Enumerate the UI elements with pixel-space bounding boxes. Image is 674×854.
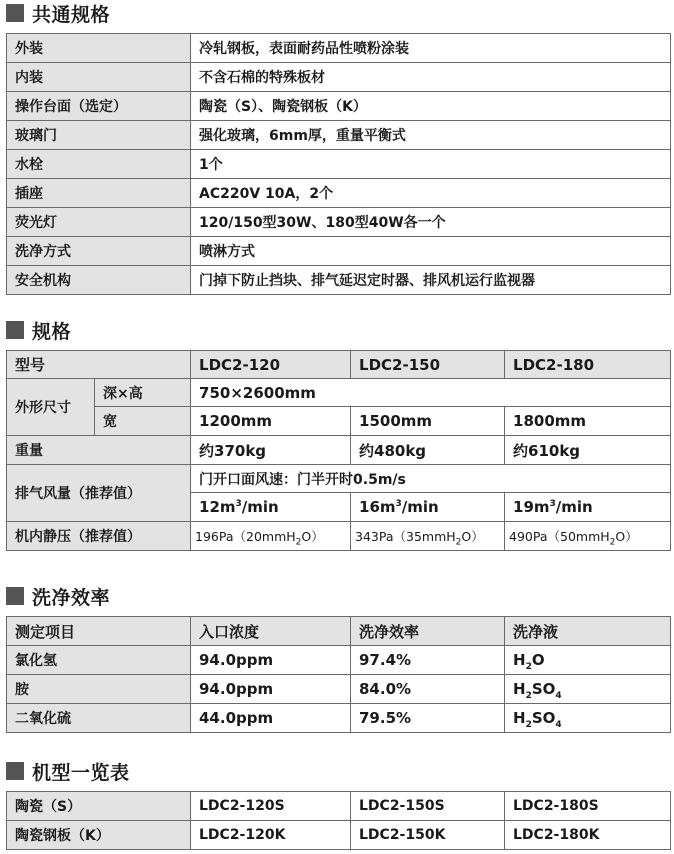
spec-value: 冷轧钢板，表面耐药品性喷粉涂装: [191, 34, 671, 63]
efficiency-table: [6, 616, 671, 733]
model-code: LDC2-120S: [191, 792, 351, 821]
table-row: [7, 379, 671, 407]
spec-value: 陶瓷（S）、陶瓷钢板（K）: [191, 92, 671, 121]
table-row: [7, 351, 671, 379]
outer-size-label: 外形尺寸: [7, 379, 95, 436]
table-row: [7, 92, 671, 121]
spec-label: 内装: [7, 63, 191, 92]
table-row: [7, 208, 671, 237]
spec-label: 洗净方式: [7, 237, 191, 266]
spec-label: 玻璃门: [7, 121, 191, 150]
spec-value: 喷淋方式: [191, 237, 671, 266]
model-code: LDC2-180K: [505, 821, 671, 850]
spec-label: 荧光灯: [7, 208, 191, 237]
test-item: 氯化氢: [7, 646, 191, 675]
model-header-label: 型号: [7, 351, 191, 379]
inlet-concentration: 94.0ppm: [191, 646, 351, 675]
inlet-concentration: 94.0ppm: [191, 675, 351, 704]
model-code: LDC2-150S: [351, 792, 505, 821]
spec-table: [6, 350, 671, 551]
table-row: [7, 792, 671, 821]
table-row: [7, 121, 671, 150]
spec-value: 120/150型30W、180型40W各一个: [191, 208, 671, 237]
model-type-label: 陶瓷（S）: [7, 792, 191, 821]
exhaust-label: 排气风量（推荐值）: [7, 465, 191, 522]
heading-square-icon: [6, 587, 24, 605]
table-row: [7, 34, 671, 63]
common-spec-table: [6, 33, 671, 295]
spec-label: 操作台面（选定）: [7, 92, 191, 121]
test-item: 二氧化硫: [7, 704, 191, 733]
column-header: 入口浓度: [191, 617, 351, 646]
spec-value: 不含石棉的特殊板材: [191, 63, 671, 92]
column-header: 洗净效率: [351, 617, 505, 646]
static-pressure-value: 196Pa（20mmH$_2$O）: [191, 522, 351, 551]
model-header-cell: LDC2-150: [351, 351, 505, 379]
spec-label: 外装: [7, 34, 191, 63]
efficiency-heading: [0, 583, 674, 609]
table-row: [7, 237, 671, 266]
width-value: 1200mm: [191, 407, 351, 436]
heading-square-icon: [6, 762, 24, 780]
weight-value: 约610kg: [505, 436, 671, 465]
table-row: [7, 436, 671, 465]
static-pressure-value: 343Pa（35mmH$_2$O）: [351, 522, 505, 551]
table-row: [7, 63, 671, 92]
inlet-concentration: 44.0ppm: [191, 704, 351, 733]
width-value: 1800mm: [505, 407, 671, 436]
spec-value: 强化玻璃，6mm厚，重量平衡式: [191, 121, 671, 150]
table-row: [7, 150, 671, 179]
common-spec-title: 共通规格: [32, 3, 111, 26]
table-row: [7, 617, 671, 646]
model-code: LDC2-150K: [351, 821, 505, 850]
table-row: [7, 522, 671, 551]
spec-value: AC220V 10A，2个: [191, 179, 671, 208]
width-label: 宽: [95, 407, 191, 436]
spec-value: 1个: [191, 150, 671, 179]
exhaust-note: 门开口面风速：门半开时0.5m/s: [191, 465, 671, 493]
efficiency-title: 洗净效率: [32, 586, 111, 609]
model-header-cell: LDC2-180: [505, 351, 671, 379]
wash-efficiency: 79.5%: [351, 704, 505, 733]
exhaust-value: $16m^3/\min$: [351, 493, 505, 522]
depth-height-value: 750×2600mm: [191, 379, 671, 407]
table-row: [7, 465, 671, 493]
common-spec-section: [0, 0, 674, 289]
wash-liquid: $H_2SO_4$: [505, 704, 671, 733]
wash-liquid: $H_2O$: [505, 646, 671, 675]
spec-value: 门掉下防止挡块、排气延迟定时器、排风机运行监视器: [191, 266, 671, 295]
model-code: LDC2-120K: [191, 821, 351, 850]
common-spec-heading: [0, 0, 674, 26]
spec-section: [0, 317, 674, 548]
models-heading: [0, 758, 674, 784]
model-code: LDC2-180S: [505, 792, 671, 821]
table-row: [7, 704, 671, 733]
models-title: 机型一览表: [32, 761, 130, 784]
wash-efficiency: 97.4%: [351, 646, 505, 675]
weight-value: 约370kg: [191, 436, 351, 465]
table-row: [7, 266, 671, 295]
wash-liquid: $H_2SO_4$: [505, 675, 671, 704]
spec-label: 水栓: [7, 150, 191, 179]
models-section: [0, 758, 674, 844]
model-type-label: 陶瓷钢板（K）: [7, 821, 191, 850]
efficiency-section: [0, 583, 674, 730]
width-value: 1500mm: [351, 407, 505, 436]
heading-square-icon: [6, 4, 24, 22]
heading-square-icon: [6, 321, 24, 339]
wash-efficiency: 84.0%: [351, 675, 505, 704]
spec-heading: [0, 317, 674, 343]
weight-value: 约480kg: [351, 436, 505, 465]
table-row: [7, 675, 671, 704]
depth-height-label: 深×高: [95, 379, 191, 407]
column-header: 洗净液: [505, 617, 671, 646]
test-item: 胺: [7, 675, 191, 704]
table-row: [7, 179, 671, 208]
weight-label: 重量: [7, 436, 191, 465]
table-row: [7, 646, 671, 675]
models-table: [6, 791, 671, 850]
table-row: [7, 407, 671, 436]
static-pressure-label: 机内静压（推荐值）: [7, 522, 191, 551]
spec-title: 规格: [32, 320, 72, 343]
static-pressure-value: 490Pa（50mmH$_2$O）: [505, 522, 671, 551]
spec-label: 插座: [7, 179, 191, 208]
column-header: 测定项目: [7, 617, 191, 646]
spec-label: 安全机构: [7, 266, 191, 295]
exhaust-value: $19m^3/\min$: [505, 493, 671, 522]
model-header-cell: LDC2-120: [191, 351, 351, 379]
table-row: [7, 821, 671, 850]
exhaust-value: $12m^3/\min$: [191, 493, 351, 522]
